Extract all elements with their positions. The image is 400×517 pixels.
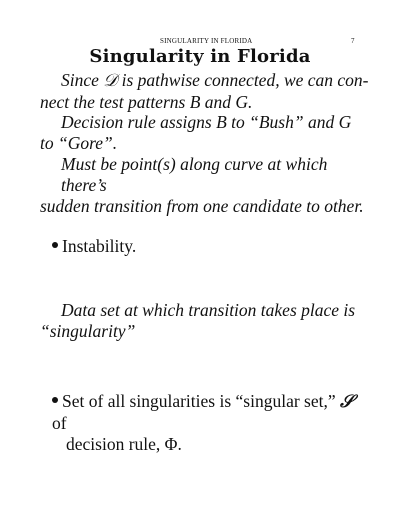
bullet-dot-icon — [52, 397, 58, 403]
bullet-singular-set — [52, 391, 372, 455]
text-span: of — [52, 413, 67, 433]
calligraphic-s-symbol: 𝒮 — [340, 392, 354, 412]
bullet-line: decision rule, Φ. — [66, 434, 182, 454]
calligraphic-d-symbol: 𝒟 — [103, 71, 118, 91]
paragraph-transition-point — [40, 154, 370, 217]
text-span: Since — [61, 70, 104, 90]
text-span: is pathwise connected, we can con- — [117, 70, 369, 90]
paragraph-singularity-definition — [40, 300, 370, 342]
paragraph-line: “singularity” — [40, 321, 136, 341]
paragraph-line: sudden transition from one candidate to other. — [40, 196, 364, 216]
bullet-dot-icon — [52, 242, 58, 248]
bullet-instability — [52, 236, 372, 257]
page-number: 7 — [351, 37, 355, 45]
text-span: Set of all singularities is “singular set,” — [62, 391, 341, 411]
bullet-text: Instability. — [62, 236, 137, 256]
paragraph-line: to “Gore”. — [40, 133, 118, 153]
paragraph-line: Data set at which transition takes place is — [61, 300, 356, 320]
paragraph-line — [40, 70, 370, 92]
paragraph-line: Decision rule assigns B to “Bush” and G — [61, 112, 352, 132]
bullet-line — [52, 391, 372, 434]
paragraph-pathwise-connected — [40, 70, 370, 113]
paragraph-line: nect the test patterns B and G. — [40, 92, 253, 112]
paragraph-decision-rule — [40, 112, 370, 154]
page-title: Singularity in Florida — [89, 46, 311, 67]
paragraph-line: Must be point(s) along curve at which there’s — [61, 154, 328, 195]
running-head-title: SINGULARITY IN FLORIDA — [160, 37, 253, 45]
